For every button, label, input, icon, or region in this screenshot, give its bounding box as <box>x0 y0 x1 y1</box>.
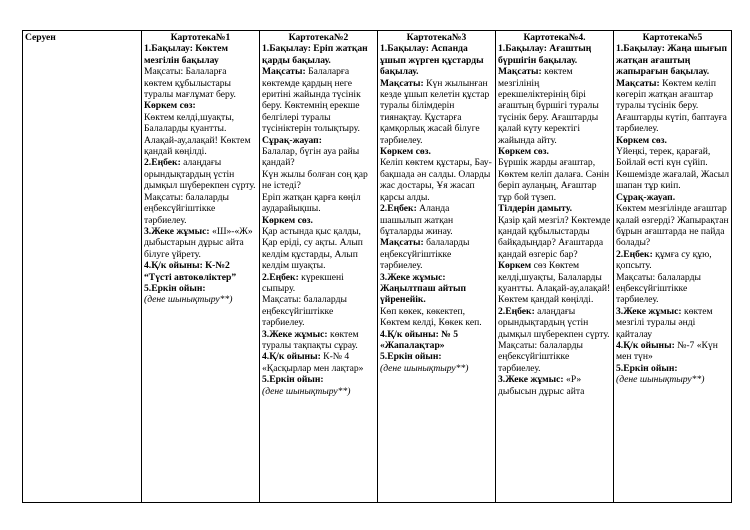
table-row <box>23 31 732 503</box>
card-line: 3.Жеке жұмыс: «Р» дыбысын дұрыс айта <box>498 374 585 397</box>
card-line: (дене шынықтыру**) <box>380 362 469 374</box>
card-line: Мақсаты: Балаларға көктемде қардың неге еритіні жайында түсінік беру. Көктемнің ерекше белгілері туралы түсініктерін толықтыру. <box>262 66 361 135</box>
card-cell <box>378 31 496 503</box>
card-title: Картотека№1 <box>170 32 231 43</box>
card-line: 3.Жеке жұмыс: Жаңылтпаш айтып үйренейік. <box>380 271 467 306</box>
card-line: Бүршік жарды ағаштар, Көктем келіп далаға. Сәнін беріп аулаңың, Ағаштар тұр бой түзеп. <box>498 157 610 203</box>
card-cell <box>614 31 732 503</box>
card-line: 4.Қ/к ойыны: К-№ 4 «Қасқырлар мен лақтар» <box>262 351 364 374</box>
card-line: 5.Еркін ойын: <box>616 362 678 374</box>
card-line: Көркем сөз: <box>144 100 196 112</box>
card-line: 5.Еркін ойын: <box>380 351 442 363</box>
card-line: Мақсаты: балаларды еңбексүйгіштікке тәрбиелеу. <box>144 191 229 226</box>
card-line: Қазір қай мезгіл? Көктемде қандай құбылыстарды байқадыңдар? Ағаштарда қандай өзгеріс бар? <box>498 214 611 260</box>
card-line: 1.Бақылау: Еріп жатқан қарды бақылау. <box>262 43 368 66</box>
card-line: 4.Қ/к ойыны: № 5 «Жапалақтар» <box>380 328 459 351</box>
card-line: Көктем келді,шуақты, Балаларды қуантты. Алақай-ау,алақай! Көктем қандай көңілді. <box>144 111 251 158</box>
card-line: 1.Бақылау: Жаңа шығып жатқан ағаштың жапырағын бақылау. <box>616 43 728 78</box>
card-line: (дене шынықтыру**) <box>262 385 351 397</box>
card-line: 1.Бақылау: Көктем мезгілін бақылау <box>144 43 229 66</box>
card-line: Көркем сөз. <box>262 214 313 226</box>
card-line: Еріп жатқан қарға көңіл аударайықшы. <box>262 191 361 215</box>
card-line: Мақсаты: Күн жылынған кезде ұшып келетін құстар туралы білімдерін тиянақтау. Құстарға қамқорлық жасай білуге тәрбиелеу. <box>380 77 490 146</box>
card-cell <box>142 31 260 503</box>
card-title: Картотека№2 <box>288 32 349 43</box>
card-line: 2.Еңбек: күрекшені сыпыру. <box>262 271 344 294</box>
card-line: Мақсаты: балаларды еңбексүйгіштікке тәрбиелеу. <box>262 294 347 329</box>
card-line: Үйеңкі, терек, қарағай, Бойлай өсті күн сүйіп. Көшемізде жағалай, Жасыл шапан тұр киіп. <box>616 146 729 192</box>
card-line: Сұрақ-жауап. <box>616 191 676 203</box>
card-line: 2.Еңбек: Аланда шашылып жатқан бұталарды жинау. <box>380 203 454 237</box>
card-line: 5.Еркін ойын: <box>262 374 324 386</box>
card-cell <box>496 31 614 503</box>
card-line: Мақсаты: балаларды еңбексүйгіштікке тәрбиелеу. <box>380 237 470 272</box>
card-line: (дене шынықтыру**) <box>616 374 705 386</box>
card-line: Көркем сөз Көктем келді,шуақты, Балаларды қуантты. Алақай-ау,алақай! Көктем қандай көңілді. <box>498 260 611 306</box>
card-line: (дене шынықтыру**) <box>144 294 233 306</box>
card-line: Мақсаты: балаларды еңбексүйгіштікке тәрбиелеу. <box>616 271 701 306</box>
card-line: 1.Бақылау: Ағаштың бүршігін бақылау. <box>498 43 592 66</box>
card-line: 2.Еңбек: алаңдағы орындықтардың үстін дымқыл шүберекпен сүрту. <box>498 305 610 340</box>
card-line: Мақсаты: Балаларға көктем құбылыстары туралы мағлұмат беру. <box>144 66 236 101</box>
card-line: Күн жылы болған соң қар не істеді? <box>262 168 368 192</box>
card-line: Көркем сөз. <box>498 146 549 158</box>
card-line: 2.Еңбек: алаңдағы орындықтардың үстін дымқыл шүберекпен сүрту. <box>144 157 256 192</box>
card-line: 1.Бақылау: Аспанда ұшып жүрген құстарды бақылау. <box>380 43 484 78</box>
card-line: 2.Еңбек: құмға су құю, қопсыту. <box>616 248 712 272</box>
card-line: Сұрақ-жауап: <box>262 134 322 146</box>
schedule-table <box>22 30 732 503</box>
card-line: 5.Еркін ойын: <box>144 282 206 294</box>
card-title: Картотека№4. <box>523 32 586 43</box>
card-line: Көркем сөз. <box>616 134 667 146</box>
card-line: Көркем сөз. <box>380 146 431 158</box>
card-line: Мақсаты: Көктем келіп көгеріп жатқан ағаштар туралы түсінік беру. Ағаштарды күтіп, баптауға тәрбиелеу. <box>616 77 727 135</box>
row-header <box>23 31 142 503</box>
card-line: 4.Қ/к ойыны: №-7 «Күн мен түн» <box>616 339 718 363</box>
card-line: Балалар, бүгін ауа райы қандай? <box>262 146 360 169</box>
card-line: Көп көкек, көкектеп, Көктем келді, Көкек кеп. <box>380 305 482 329</box>
card-line: Мақсаты: көктем мезгілінің ерекшеліктерінің бірі ағаштың бүршігі туралы түсінік беру. Ағаштарды қалай күту керектігі жайында айту. <box>498 66 599 146</box>
card-line: 4.Қ/к ойыны: К-№2 “Түсті автокөліктер” <box>144 260 237 283</box>
card-line: 3.Жеке жұмыс: көктем туралы тақпақты сұрау. <box>262 328 359 351</box>
card-line: Қар астында қыс қалды, Қар еріді, су ақты. Алып келдім құстарды, Алып келдім шуақты. <box>262 225 363 272</box>
card-line: Мақсаты: балаларды еңбексүйгіштікке тәрбиелеу. <box>498 339 583 374</box>
card-line: Келіп көктем құстары, Бау-бақшада ән салды. Оларды жас достары, Ұя жасап қарсы алды. <box>380 157 492 203</box>
card-title: Картотека№3 <box>406 32 467 43</box>
card-line: Көктем мезгілінде ағаштар қалай өзгерді? Жапырақтан бұрын ағаштарда не пайда болады? <box>616 203 729 249</box>
card-line: Тілдерін дамыту. <box>498 203 572 215</box>
card-cell <box>260 31 378 503</box>
card-line: 3.Жеке жұмыс: «Ш»-«Ж» дыбыстарын дұрыс айта білуге үйрету. <box>144 225 253 260</box>
row-label: Серуен <box>25 32 56 43</box>
card-line: 3.Жеке жұмыс: көктем мезгілі туралы әнді қайталау <box>616 305 713 340</box>
card-title: Картотека№5 <box>642 32 703 43</box>
